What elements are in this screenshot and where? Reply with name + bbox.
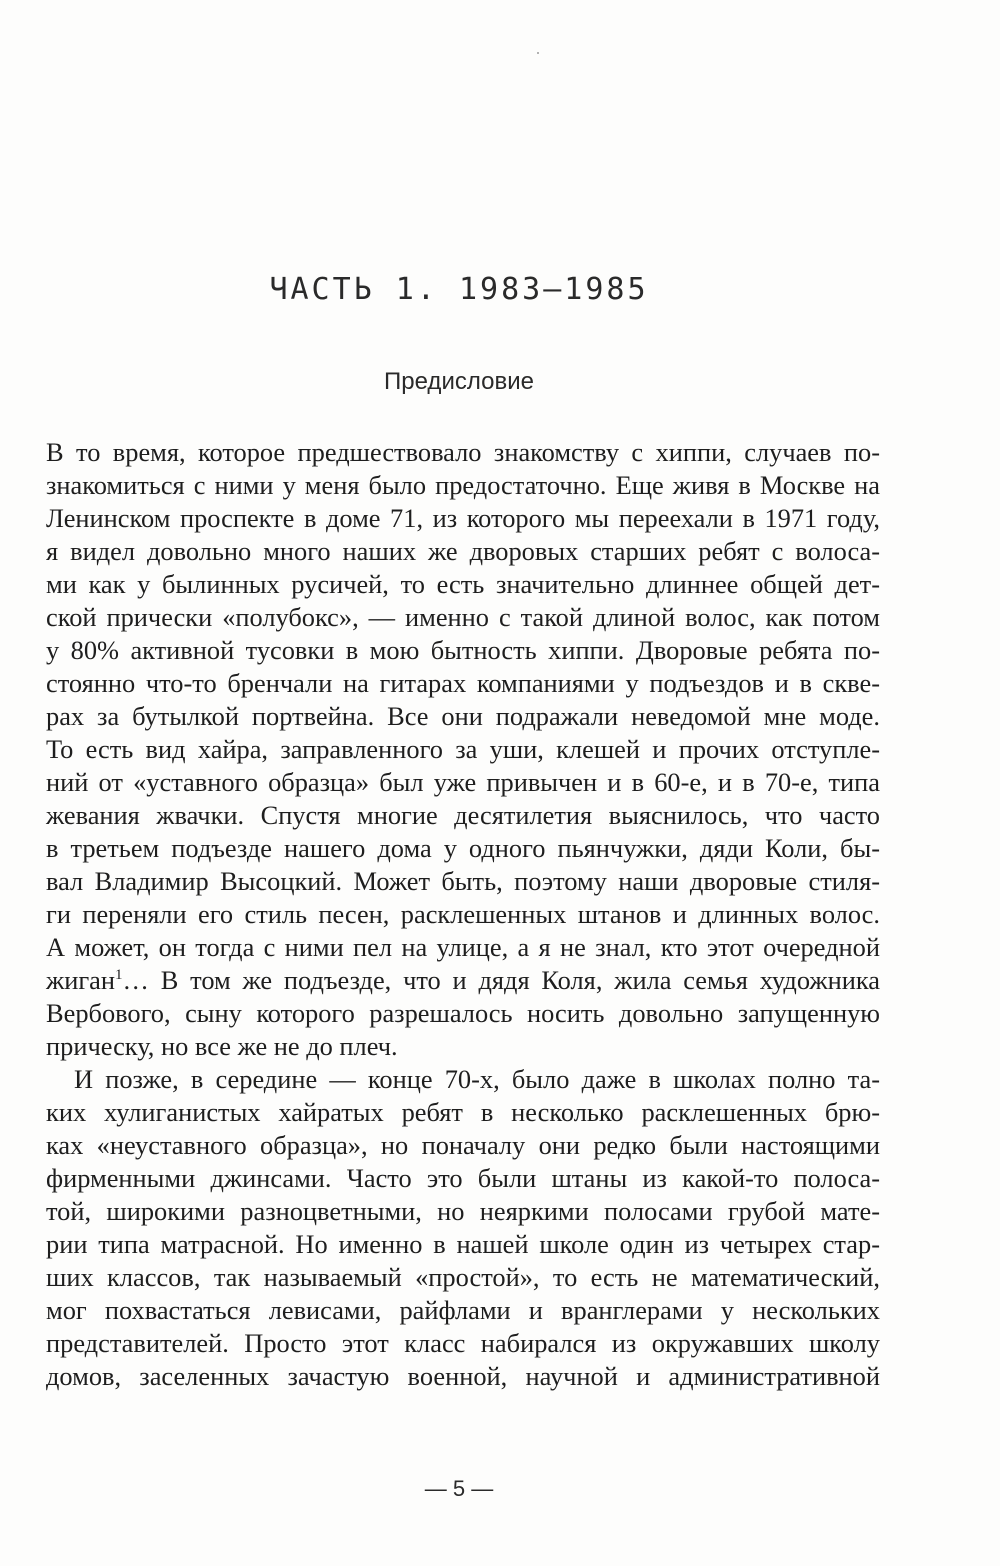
text-line: прическу, но все же не до плеч. [46,1031,398,1061]
text-line: Вербового, сыну которого разрешалось носить довольно запущенную [46,998,880,1028]
chapter-title: ЧАСТЬ 1. 1983–1985 [269,272,649,307]
text-line: ми как у былинных русичей, то есть значительно длиннее общей дет- [46,569,880,599]
text-line: ги переняли его стиль песен, расклешенных штанов и длинных волос. [46,899,880,929]
text-line: ких хулиганистых хайратых ребят в несколько расклешенных брю- [46,1097,880,1127]
text-line: у 80% активной тусовки в мою бытность хиппи. Дворовые ребята по- [46,635,880,665]
print-speck [537,52,539,54]
text-line: представителей. Просто этот класс набирался из окружавших школу [46,1328,880,1358]
text-line-with-footnote [46,964,880,997]
text-line: И позже, в середине — конце 70-х, было даже в школах полно та- [74,1064,880,1094]
text-line: знакомиться с ними у меня было предостаточно. Еще живя в Москве на [46,470,880,500]
text-segment: жиган [46,965,116,995]
text-line: домов, заселенных зачастую военной, научной и административной [46,1361,880,1391]
page-number: — 5 — [424,1476,494,1501]
text-line: той, широкими разноцветными, но неяркими полосами грубой мате- [46,1196,880,1226]
text-line: в третьем подъезде нашего дома у одного пьянчужки, дяди Коли, бы- [46,833,880,863]
text-line: В то время, которое предшествовало знакомству с хиппи, случаев по- [46,437,880,467]
text-line: Ленинском проспекте в доме 71, из которого мы переехали в 1971 году, [46,503,880,533]
text-line: я видел довольно много наших же дворовых старших ребят с волоса- [46,536,880,566]
body-text [46,436,880,1393]
text-line: фирменными джинсами. Часто это были штаны из какой-то полоса- [46,1163,880,1193]
text-line: стоянно что-то бренчали на гитарах компаниями у подъездов и в скве- [46,668,880,698]
text-line: ний от «уставного образца» был уже привычен и в 60-е, и в 70-е, типа [46,767,880,797]
text-line: А может, он тогда с ними пел на улице, а я не знал, кто этот очередной [46,932,880,962]
text-line: ших классов, так называемый «простой», то есть не математический, [46,1262,880,1292]
text-line: жевания жвачки. Спустя многие десятилетия выяснилось, что часто [46,800,880,830]
text-line: То есть вид хайра, заправленного за уши, клешей и прочих отступле- [46,734,880,764]
footnote-reference: 1 [115,967,123,983]
text-line: ской прически «полубокс», — именно с такой длиной волос, как потом [46,602,880,632]
text-line: рии типа матрасной. Но именно в нашей школе один из четырех стар- [46,1229,880,1259]
text-line: рах за бутылкой портвейна. Все они подражали неведомой мне моде. [46,701,880,731]
text-line: мог похвастаться левисами, райфлами и вранглерами у нескольких [46,1295,880,1325]
text-line: ках «неуставного образца», но поначалу они редко были настоящими [46,1130,880,1160]
text-line: вал Владимир Высоцкий. Может быть, поэтому наши дворовые стиля- [46,866,880,896]
section-title: Предисловие [384,368,534,395]
text-segment: … В том же подъезде, что и дядя Коля, жила семья художника [122,965,880,995]
